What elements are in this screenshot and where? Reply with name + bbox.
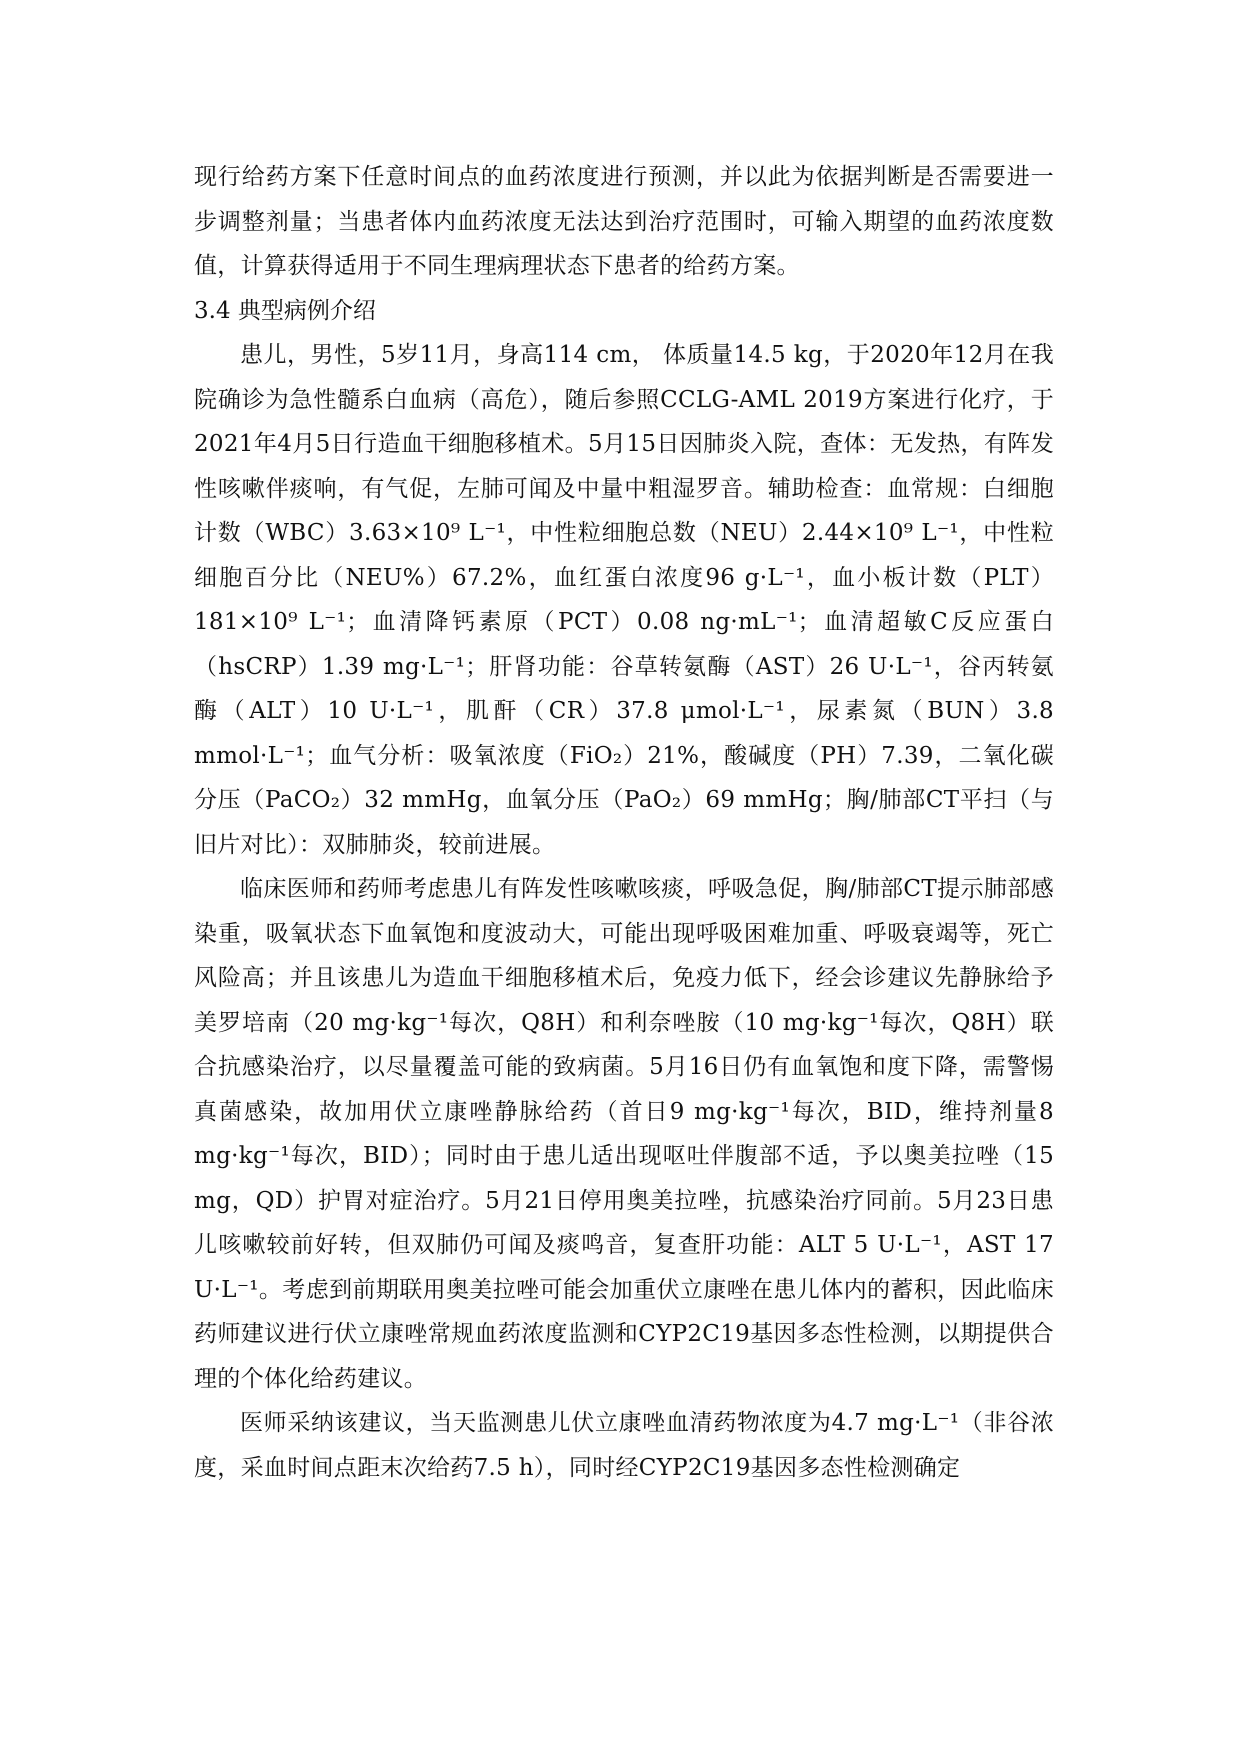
paragraph-dosing-prediction: 现行给药方案下任意时间点的血药浓度进行预测，并以此为依据判断是否需要进一步调整剂量；当患者体内血药浓度无法达到治疗范围时，可输入期望的血药浓度数值，计算获得适用于不同生理病理状态下患者的给药方案。 (194, 164, 1054, 279)
section-heading-3-4: 3.4 典型病例介绍 (194, 297, 376, 324)
document-page (194, 155, 1054, 1490)
paragraph-clinical-treatment: 临床医师和药师考虑患儿有阵发性咳嗽咳痰，呼吸急促，胸/肺部CT提示肺部感染重，吸氧状态下血氧饱和度波动大，可能出现呼吸困难加重、呼吸衰竭等，死亡风险高；并且该患儿为造血干细胞移植术后，免疫力低下，经会诊建议先静脉给予美罗培南（20 mg·kg⁻¹每次，Q8H）和利奈唑胺（10 mg·kg⁻¹每次，Q8H）联合抗感染治疗，以尽量覆盖可能的致病菌。5月16日仍有血氧饱和度下降，需警惕真菌感染，故加用伏立康唑静脉给药（首日9 mg·kg⁻¹每次，BID，维持剂量8 mg·kg⁻¹每次，BID）；同时由于患儿适出现呕吐伴腹部不适，予以奥美拉唑（15 mg，QD）护胃对症治疗。5月21日停用奥美拉唑，抗感染治疗同前。5月23日患儿咳嗽较前好转，但双肺仍可闻及痰鸣音，复查肝功能：ALT 5 U·L⁻¹，AST 17 U·L⁻¹。考虑到前期联用奥美拉唑可能会加重伏立康唑在患儿体内的蓄积，因此临床药师建议进行伏立康唑常规血药浓度监测和CYP2C19基因多态性检测，以期提供合理的个体化给药建议。 (194, 876, 1054, 1392)
paragraph-case-presentation: 患儿，男性，5岁11月，身高114 cm， 体质量14.5 kg，于2020年12月在我院确诊为急性髓系白血病（高危），随后参照CCLG-AML 2019方案进行化疗，于2021年4月5日行造血干细胞移植术。5月15日因肺炎入院，查体：无发热，有阵发性咳嗽伴痰响，有气促，左肺可闻及中量中粗湿罗音。辅助检查：血常规：白细胞计数（WBC）3.63×10⁹ L⁻¹，中性粒细胞总数（NEU）2.44×10⁹ L⁻¹，中性粒细胞百分比（NEU%）67.2%，血红蛋白浓度96 g·L⁻¹，血小板计数（PLT）181×10⁹ L⁻¹；血清降钙素原（PCT）0.08 ng·mL⁻¹；血清超敏C反应蛋白（hsCRP）1.39 mg·L⁻¹；肝肾功能：谷草转氨酶（AST）26 U·L⁻¹，谷丙转氨酶（ALT）10 U·L⁻¹，肌酐（CR）37.8 μmol·L⁻¹，尿素氮（BUN）3.8 mmol·L⁻¹；血气分析：吸氧浓度（FiO₂）21%，酸碱度（PH）7.39，二氧化碳分压（PaCO₂）32 mmHg，血氧分压（PaO₂）69 mmHg；胸/肺部CT平扫（与旧片对比）：双肺肺炎，较前进展。 (194, 342, 1054, 858)
paragraph-tdm-result: 医师采纳该建议，当天监测患儿伏立康唑血清药物浓度为4.7 mg·L⁻¹（非谷浓度，采血时间点距末次给药7.5 h），同时经CYP2C19基因多态性检测确定 (194, 1410, 1054, 1481)
